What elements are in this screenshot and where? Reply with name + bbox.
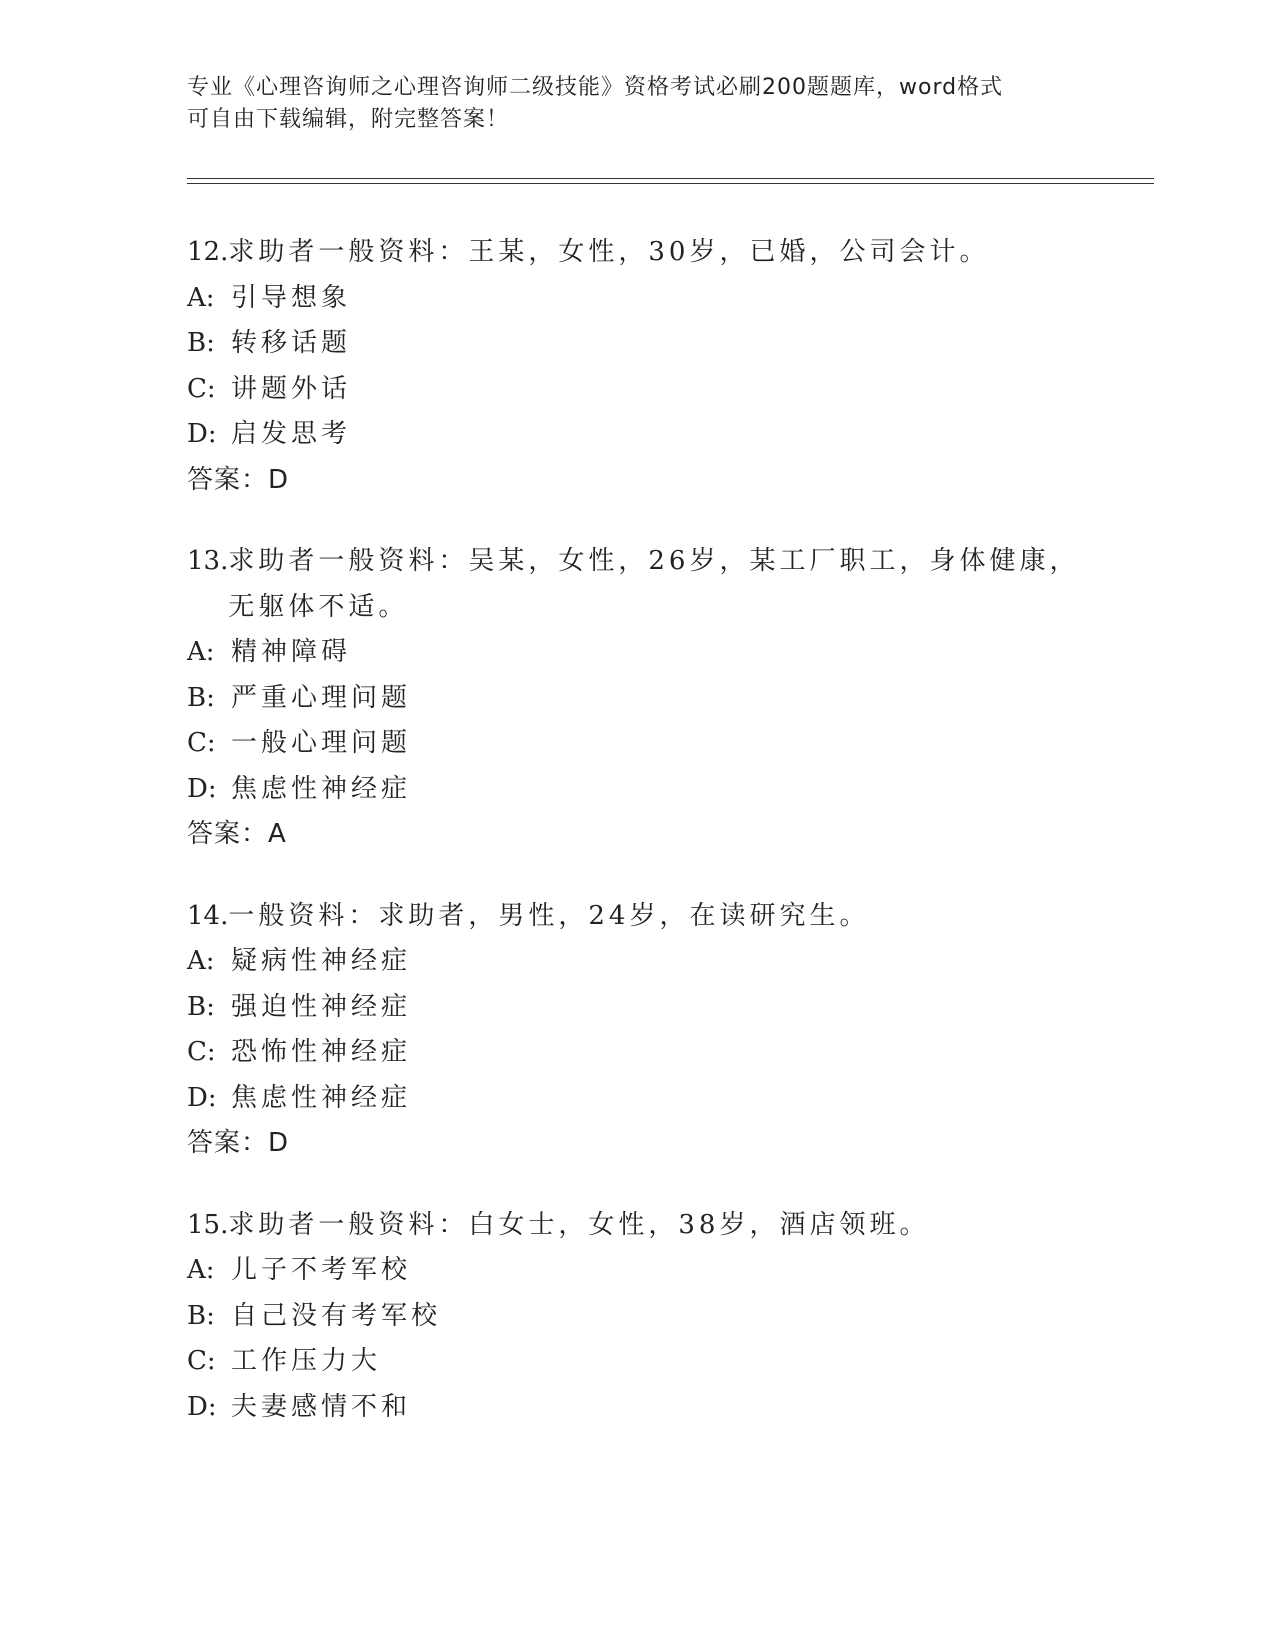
option-a — [187, 1248, 1087, 1294]
option-key: D: — [187, 1391, 217, 1422]
option-a — [187, 276, 1087, 322]
option-text: 工作压力大 — [231, 1346, 382, 1376]
question-stem: 求助者一般资料：王某，女性，30岁，已婚，公司会计。 — [228, 237, 990, 267]
question-list — [187, 230, 1087, 1466]
option-key: D: — [187, 419, 217, 449]
option-text: 自己没有考军校 — [231, 1300, 442, 1331]
option-c — [187, 1030, 1087, 1076]
question-stem: 求助者一般资料：白女士，女性，38岁，酒店领班。 — [228, 1209, 930, 1240]
answer-label: 答案： — [187, 464, 269, 495]
option-text: 焦虑性神经症 — [231, 773, 412, 804]
option-d — [187, 1076, 1087, 1122]
option-key: C: — [187, 1346, 216, 1376]
option-text: 强迫性神经症 — [231, 991, 412, 1022]
option-key: D: — [187, 773, 217, 804]
option-a — [187, 939, 1087, 985]
option-text: 一般心理问题 — [231, 728, 412, 758]
option-key: A: — [187, 637, 215, 667]
option-key: B: — [187, 1300, 215, 1331]
option-key: A: — [187, 946, 215, 976]
document-header — [187, 72, 1087, 136]
question-14 — [187, 894, 1087, 1167]
option-text: 严重心理问题 — [231, 682, 412, 713]
question-number: 15. — [187, 1209, 229, 1240]
question-number: 12. — [187, 237, 229, 267]
question-stem: 一般资料：求助者，男性，24岁，在读研究生。 — [228, 900, 870, 931]
option-key: C: — [187, 373, 216, 404]
option-text: 启发思考 — [231, 419, 352, 449]
option-key: A: — [187, 282, 215, 313]
option-text: 讲题外话 — [231, 373, 352, 404]
question-12 — [187, 230, 1087, 503]
option-d — [187, 1385, 1087, 1431]
option-d — [187, 767, 1087, 813]
header-rule-top — [187, 178, 1154, 179]
question-stem: 求助者一般资料：吴某，女性，26岁，某工厂职工，身体健康，无躯体不适。 — [228, 546, 1080, 622]
option-c — [187, 367, 1087, 413]
option-key: B: — [187, 328, 215, 358]
answer-line — [187, 812, 1087, 858]
option-text: 引导想象 — [231, 282, 352, 313]
option-text: 儿子不考军校 — [231, 1255, 412, 1285]
question-number: 14. — [187, 900, 229, 931]
answer-value: D — [268, 464, 290, 495]
option-text: 疑病性神经症 — [231, 946, 412, 976]
answer-line — [187, 458, 1087, 504]
answer-label: 答案： — [187, 1128, 269, 1158]
answer-line — [187, 1121, 1087, 1167]
question-15 — [187, 1203, 1087, 1431]
question-number: 13. — [187, 546, 229, 576]
option-text: 夫妻感情不和 — [231, 1391, 412, 1422]
option-key: C: — [187, 728, 216, 758]
header-line-2: 可自由下载编辑，附完整答案！ — [187, 107, 510, 132]
question-13 — [187, 539, 1087, 858]
header-line-1: 专业《心理咨询师之心理咨询师二级技能》资格考试必刷200题题库，word格式 — [187, 75, 1004, 100]
option-b — [187, 321, 1087, 367]
answer-label: 答案： — [187, 819, 269, 849]
option-key: D: — [187, 1082, 217, 1113]
option-text: 恐怖性神经症 — [231, 1037, 412, 1067]
option-text: 焦虑性神经症 — [231, 1082, 412, 1113]
option-b — [187, 676, 1087, 722]
option-d — [187, 412, 1087, 458]
option-b — [187, 985, 1087, 1031]
answer-value: A — [268, 819, 287, 849]
option-key: B: — [187, 682, 215, 713]
option-a — [187, 630, 1087, 676]
header-rule-bottom — [187, 183, 1154, 184]
option-c — [187, 721, 1087, 767]
option-text: 转移话题 — [231, 328, 352, 358]
option-key: A: — [187, 1255, 215, 1285]
option-key: C: — [187, 1037, 216, 1067]
option-key: B: — [187, 991, 215, 1022]
option-c — [187, 1339, 1087, 1385]
answer-value: D — [268, 1128, 290, 1158]
option-text: 精神障碍 — [231, 637, 352, 667]
option-b — [187, 1294, 1087, 1340]
